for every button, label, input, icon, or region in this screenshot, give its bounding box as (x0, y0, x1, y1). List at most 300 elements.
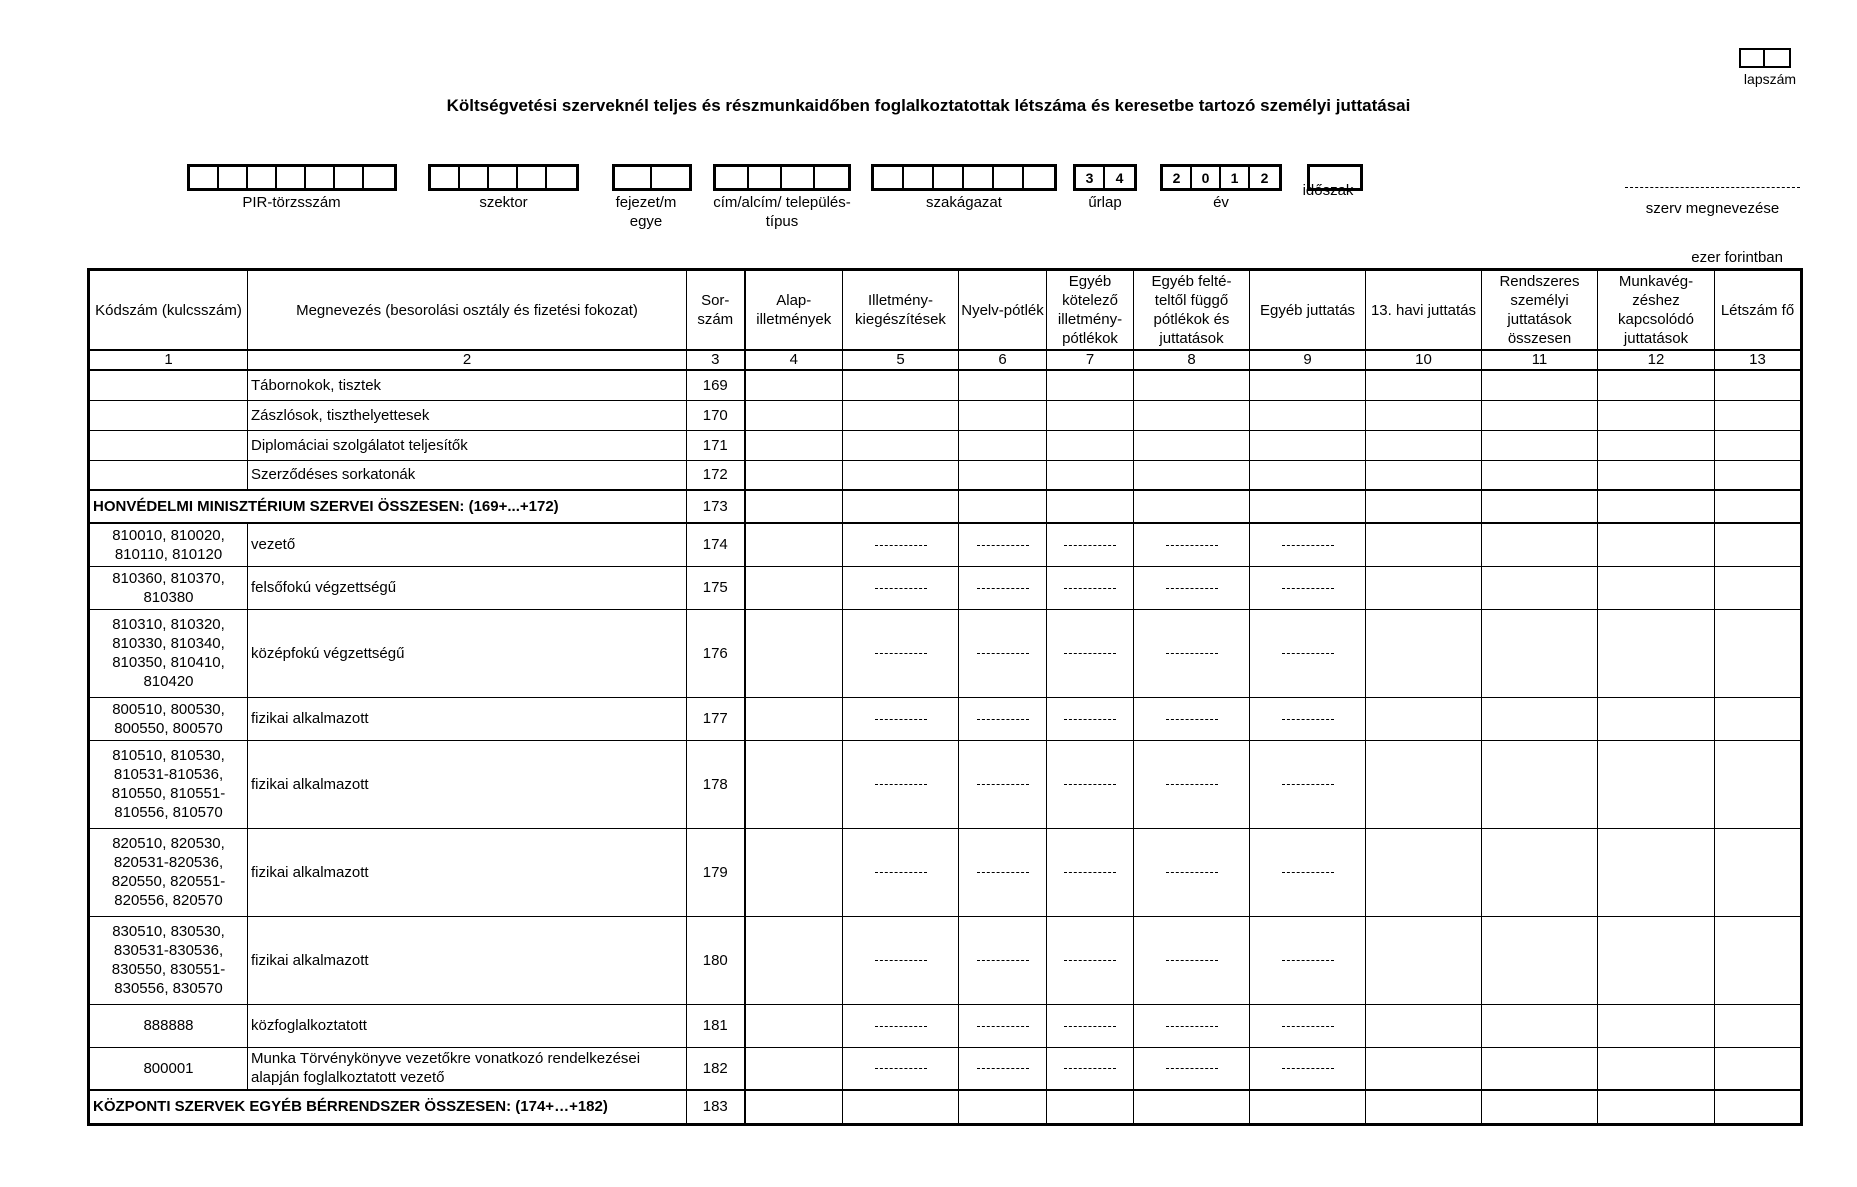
column-header: Egyéb felté-teltől függő pótlékok és juttatások (1134, 270, 1250, 351)
value-cell[interactable] (1598, 1090, 1715, 1124)
code-box-cell[interactable] (248, 167, 277, 188)
value-cell[interactable] (843, 370, 959, 400)
table-row (89, 828, 1802, 916)
value-cell[interactable] (1366, 1047, 1482, 1090)
form-title: Költségvetési szerveknél teljes és részmunkaidőben foglalkoztatottak létszáma és keresetbe tartozó személyi juttatásai (446, 96, 1411, 115)
name-cell: Szerződéses sorkatonák (248, 460, 687, 490)
value-cell[interactable] (959, 430, 1047, 460)
code-cell (89, 430, 248, 460)
value-cell[interactable] (1047, 460, 1134, 490)
header-row (89, 270, 1802, 351)
code-box-cell[interactable] (190, 167, 219, 188)
value-cell[interactable] (1134, 523, 1250, 566)
value-cell[interactable] (745, 460, 843, 490)
code-box-cell[interactable] (1024, 167, 1054, 188)
value-cell[interactable] (1598, 609, 1715, 697)
value-cell[interactable] (1047, 400, 1134, 430)
code-cell: 810510, 810530, 810531-810536, 810550, 810551-810556, 810570 (89, 740, 248, 828)
value-cell[interactable] (843, 430, 959, 460)
value-cell[interactable] (745, 916, 843, 1004)
value-cell[interactable] (1134, 1047, 1250, 1090)
seq-cell: 170 (687, 400, 745, 430)
value-cell[interactable] (1715, 430, 1802, 460)
dash-mark (1064, 1026, 1116, 1027)
column-header: Illetmény-kiegészítések (843, 270, 959, 351)
value-cell[interactable] (1134, 697, 1250, 740)
column-header: Létszám fő (1715, 270, 1802, 351)
value-cell[interactable] (843, 400, 959, 430)
value-cell[interactable] (959, 609, 1047, 697)
value-cell[interactable] (843, 1090, 959, 1124)
table-body (89, 370, 1802, 1124)
value-cell[interactable] (1134, 430, 1250, 460)
seq-cell: 169 (687, 370, 745, 400)
dash-mark (977, 653, 1029, 654)
column-header: Munkavég-zéshez kapcsolódó juttatások (1598, 270, 1715, 351)
code-cell: 810310, 810320, 810330, 810340, 810350, 810410, 810420 (89, 609, 248, 697)
value-cell[interactable] (1598, 1004, 1715, 1047)
value-cell[interactable] (843, 740, 959, 828)
value-cell[interactable] (1366, 609, 1482, 697)
code-cell (89, 400, 248, 430)
value-cell[interactable] (1134, 1004, 1250, 1047)
code-box-cell[interactable] (518, 167, 547, 188)
field-4 (871, 164, 1057, 212)
table-row (89, 430, 1802, 460)
total-label: KÖZPONTI SZERVEK EGYÉB BÉRRENDSZER ÖSSZESEN: (174+…+182) (89, 1090, 687, 1124)
total-row (89, 490, 1802, 523)
dash-mark (875, 1068, 927, 1069)
code-boxes[interactable] (1073, 164, 1137, 191)
value-cell[interactable] (1134, 566, 1250, 609)
dash-mark (875, 960, 927, 961)
value-cell[interactable] (959, 916, 1047, 1004)
value-cell[interactable] (745, 1090, 843, 1124)
value-cell[interactable] (745, 400, 843, 430)
value-cell[interactable] (843, 697, 959, 740)
value-cell[interactable] (745, 430, 843, 460)
value-cell[interactable] (843, 490, 959, 523)
value-cell[interactable] (1482, 400, 1598, 430)
value-cell[interactable] (1047, 430, 1134, 460)
value-cell[interactable] (1715, 400, 1802, 430)
value-cell[interactable] (843, 916, 959, 1004)
seq-cell: 179 (687, 828, 745, 916)
dash-mark (1166, 545, 1218, 546)
value-cell[interactable] (1047, 1047, 1134, 1090)
value-cell[interactable] (1715, 370, 1802, 400)
table-row (89, 460, 1802, 490)
value-cell[interactable] (1715, 697, 1802, 740)
value-cell[interactable] (1366, 916, 1482, 1004)
value-cell[interactable] (1047, 609, 1134, 697)
value-cell[interactable] (1598, 697, 1715, 740)
column-header: Egyéb kötelező illetmény-pótlékok (1047, 270, 1134, 351)
value-cell[interactable] (1482, 430, 1598, 460)
lapszam-cell[interactable] (1739, 48, 1765, 68)
value-cell[interactable] (843, 609, 959, 697)
value-cell[interactable] (843, 1047, 959, 1090)
value-cell[interactable] (959, 1047, 1047, 1090)
dash-mark (1064, 719, 1116, 720)
table-row (89, 370, 1802, 400)
seq-cell: 180 (687, 916, 745, 1004)
value-cell[interactable] (1715, 1004, 1802, 1047)
total-label: HONVÉDELMI MINISZTÉRIUM SZERVEI ÖSSZESEN: (169+...+172) (89, 490, 687, 523)
field-6 (1160, 164, 1282, 212)
code-box-cell[interactable]: 1 (1221, 167, 1250, 188)
value-cell[interactable] (1134, 370, 1250, 400)
value-cell[interactable] (1047, 1004, 1134, 1047)
value-cell[interactable] (745, 1047, 843, 1090)
column-header: Rendszeres személyi juttatások összesen (1482, 270, 1598, 351)
value-cell[interactable] (745, 1004, 843, 1047)
code-boxes[interactable] (871, 164, 1057, 191)
dash-mark (977, 784, 1029, 785)
column-header: Nyelv-pótlék (959, 270, 1047, 351)
name-cell: középfokú végzettségű (248, 609, 687, 697)
value-cell[interactable] (1250, 430, 1366, 460)
dash-mark (1282, 1068, 1334, 1069)
value-cell[interactable] (1134, 609, 1250, 697)
value-cell[interactable] (745, 523, 843, 566)
value-cell[interactable] (1598, 490, 1715, 523)
column-header: Kódszám (kulcsszám) (89, 270, 248, 351)
seq-cell: 183 (687, 1090, 745, 1124)
value-cell[interactable] (1482, 523, 1598, 566)
code-box-cell[interactable] (431, 167, 460, 188)
value-cell[interactable] (1715, 828, 1802, 916)
value-cell[interactable] (1598, 740, 1715, 828)
value-cell[interactable] (745, 490, 843, 523)
name-cell: vezető (248, 523, 687, 566)
dash-mark (977, 1026, 1029, 1027)
code-box-cell[interactable] (749, 167, 782, 188)
value-cell[interactable] (1134, 460, 1250, 490)
value-cell[interactable] (1250, 697, 1366, 740)
value-cell[interactable] (1366, 828, 1482, 916)
value-cell[interactable] (959, 400, 1047, 430)
value-cell[interactable] (1715, 609, 1802, 697)
field-5 (1073, 164, 1137, 212)
lapszam-boxes[interactable] (1739, 48, 1791, 68)
column-number: 4 (745, 350, 843, 370)
value-cell[interactable] (745, 697, 843, 740)
table-row (89, 609, 1802, 697)
code-box-cell[interactable] (335, 167, 364, 188)
dash-mark (1166, 872, 1218, 873)
value-cell[interactable] (1134, 916, 1250, 1004)
name-cell: Munka Törvénykönyve vezetőkre vonatkozó rendelkezései alapján foglalkoztatott vezető (248, 1047, 687, 1090)
value-cell[interactable] (1250, 916, 1366, 1004)
value-cell[interactable] (1134, 740, 1250, 828)
value-cell[interactable] (1598, 828, 1715, 916)
value-cell[interactable] (959, 1090, 1047, 1124)
value-cell[interactable] (1250, 740, 1366, 828)
value-cell[interactable] (1598, 370, 1715, 400)
dash-mark (1282, 588, 1334, 589)
value-cell[interactable] (1250, 828, 1366, 916)
value-cell[interactable] (1047, 490, 1134, 523)
value-cell[interactable] (1250, 490, 1366, 523)
field-1 (428, 164, 579, 212)
value-cell[interactable] (1715, 460, 1802, 490)
value-cell[interactable] (1047, 828, 1134, 916)
dash-mark (1064, 960, 1116, 961)
dash-mark (977, 719, 1029, 720)
code-boxes[interactable] (428, 164, 579, 191)
value-cell[interactable] (745, 566, 843, 609)
value-cell[interactable] (1598, 460, 1715, 490)
value-cell[interactable] (1047, 1090, 1134, 1124)
value-cell[interactable] (1482, 490, 1598, 523)
dash-mark (1282, 653, 1334, 654)
seq-cell: 174 (687, 523, 745, 566)
code-box-cell[interactable] (547, 167, 576, 188)
code-boxes[interactable] (612, 164, 692, 191)
value-cell[interactable] (959, 460, 1047, 490)
value-cell[interactable] (959, 740, 1047, 828)
code-box-cell[interactable] (934, 167, 964, 188)
value-cell[interactable] (1366, 566, 1482, 609)
column-header: Megnevezés (besorolási osztály és fizetési fokozat) (248, 270, 687, 351)
field-label: szakágazat (926, 194, 1002, 211)
code-box-cell[interactable]: 0 (1192, 167, 1221, 188)
field-7 (1302, 164, 1363, 200)
column-header: Egyéb juttatás (1250, 270, 1366, 351)
code-box-cell[interactable] (815, 167, 848, 188)
column-number-row (89, 350, 1802, 370)
column-number: 9 (1250, 350, 1366, 370)
code-cell: 800510, 800530, 800550, 800570 (89, 697, 248, 740)
dash-mark (1166, 1068, 1218, 1069)
code-box-cell[interactable] (964, 167, 994, 188)
value-cell[interactable] (1715, 740, 1802, 828)
value-cell[interactable] (1250, 400, 1366, 430)
value-cell[interactable] (1047, 370, 1134, 400)
dash-mark (977, 960, 1029, 961)
dash-mark (977, 872, 1029, 873)
dash-mark (1064, 545, 1116, 546)
table-row (89, 566, 1802, 609)
column-number: 1 (89, 350, 248, 370)
code-cell: 810360, 810370, 810380 (89, 566, 248, 609)
field-label: év (1213, 194, 1229, 211)
value-cell[interactable] (843, 1004, 959, 1047)
code-box-cell[interactable] (782, 167, 815, 188)
column-header: Sor-szám (687, 270, 745, 351)
code-box-cell[interactable] (460, 167, 489, 188)
value-cell[interactable] (959, 697, 1047, 740)
code-box-cell[interactable]: 4 (1115, 169, 1124, 186)
seq-cell: 178 (687, 740, 745, 828)
code-box-cell[interactable] (364, 167, 393, 188)
value-cell[interactable] (1250, 1090, 1366, 1124)
value-cell[interactable] (1715, 1047, 1802, 1090)
value-cell[interactable] (1366, 523, 1482, 566)
value-cell[interactable] (1366, 370, 1482, 400)
code-boxes[interactable] (713, 164, 851, 191)
value-cell[interactable] (1366, 460, 1482, 490)
dash-mark (1166, 1026, 1218, 1027)
name-cell: fizikai alkalmazott (248, 697, 687, 740)
value-cell[interactable] (1250, 523, 1366, 566)
lapszam-cell[interactable] (1765, 48, 1791, 68)
value-cell[interactable] (1598, 566, 1715, 609)
code-boxes[interactable] (187, 164, 397, 191)
column-number: 5 (843, 350, 959, 370)
value-cell[interactable] (1482, 370, 1598, 400)
code-box-cell[interactable] (615, 167, 652, 188)
value-cell[interactable] (843, 566, 959, 609)
value-cell[interactable] (1715, 566, 1802, 609)
unit-label: ezer forintban (1691, 249, 1783, 266)
table-row (89, 697, 1802, 740)
field-label: PIR-törzsszám (242, 194, 341, 211)
value-cell[interactable] (1482, 828, 1598, 916)
value-cell[interactable] (1134, 490, 1250, 523)
value-cell[interactable] (1715, 916, 1802, 1004)
dash-mark (1282, 1026, 1334, 1027)
value-cell[interactable] (843, 523, 959, 566)
seq-cell: 177 (687, 697, 745, 740)
value-cell[interactable] (1598, 916, 1715, 1004)
name-cell: közfoglalkoztatott (248, 1004, 687, 1047)
value-cell[interactable] (745, 370, 843, 400)
value-cell[interactable] (843, 828, 959, 916)
code-box-cell[interactable]: 3 (1076, 167, 1105, 188)
value-cell[interactable] (959, 523, 1047, 566)
szerv-label: szerv megnevezése (1645, 200, 1780, 217)
value-cell[interactable] (1366, 430, 1482, 460)
code-box-cell[interactable] (489, 167, 518, 188)
dash-mark (875, 545, 927, 546)
code-boxes[interactable] (1160, 164, 1282, 191)
seq-cell: 175 (687, 566, 745, 609)
value-cell[interactable] (1250, 460, 1366, 490)
code-box-cell[interactable]: 2 (1163, 167, 1192, 188)
value-cell[interactable] (1366, 400, 1482, 430)
code-box-cell[interactable] (904, 167, 934, 188)
dash-mark (1166, 653, 1218, 654)
seq-cell: 171 (687, 430, 745, 460)
table-row (89, 400, 1802, 430)
code-box-cell[interactable] (994, 167, 1024, 188)
value-cell[interactable] (1482, 697, 1598, 740)
dash-mark (1282, 545, 1334, 546)
value-cell[interactable] (1047, 916, 1134, 1004)
dash-mark (1166, 784, 1218, 785)
seq-cell: 173 (687, 490, 745, 523)
dash-mark (1282, 784, 1334, 785)
dash-mark (875, 872, 927, 873)
value-cell[interactable] (1482, 1090, 1598, 1124)
value-cell[interactable] (959, 566, 1047, 609)
value-cell[interactable] (1482, 1047, 1598, 1090)
value-cell[interactable] (959, 490, 1047, 523)
value-cell[interactable] (745, 609, 843, 697)
code-box-cell[interactable] (652, 167, 689, 188)
value-cell[interactable] (1250, 609, 1366, 697)
value-cell[interactable] (1047, 697, 1134, 740)
value-cell[interactable] (1715, 1090, 1802, 1124)
column-number: 11 (1482, 350, 1598, 370)
value-cell[interactable] (959, 828, 1047, 916)
code-cell: 810010, 810020, 810110, 810120 (89, 523, 248, 566)
value-cell[interactable] (843, 460, 959, 490)
value-cell[interactable] (1366, 740, 1482, 828)
dash-mark (1282, 960, 1334, 961)
code-box-cell[interactable] (874, 167, 904, 188)
value-cell[interactable] (745, 740, 843, 828)
value-cell[interactable] (1250, 1047, 1366, 1090)
field-3 (713, 164, 851, 231)
dash-mark (875, 653, 927, 654)
value-cell[interactable] (1366, 490, 1482, 523)
value-cell[interactable] (1482, 740, 1598, 828)
dash-mark (977, 545, 1029, 546)
dash-mark (1282, 872, 1334, 873)
name-cell: felsőfokú végzettségű (248, 566, 687, 609)
code-box-cell[interactable]: 2 (1260, 169, 1269, 186)
value-cell[interactable] (1715, 490, 1802, 523)
value-cell[interactable] (1134, 400, 1250, 430)
value-cell[interactable] (1482, 566, 1598, 609)
value-cell[interactable] (1366, 1090, 1482, 1124)
dash-mark (1166, 719, 1218, 720)
name-cell: Diplomáciai szolgálatot teljesítők (248, 430, 687, 460)
code-cell: 820510, 820530, 820531-820536, 820550, 820551-820556, 820570 (89, 828, 248, 916)
value-cell[interactable] (1482, 1004, 1598, 1047)
szerv-name-line[interactable] (1625, 187, 1800, 188)
value-cell[interactable] (1598, 430, 1715, 460)
value-cell[interactable] (1250, 566, 1366, 609)
code-box-cell[interactable] (277, 167, 306, 188)
value-cell[interactable] (959, 370, 1047, 400)
value-cell[interactable] (1715, 523, 1802, 566)
value-cell[interactable] (1047, 523, 1134, 566)
value-cell[interactable] (1250, 1004, 1366, 1047)
code-box-cell[interactable] (219, 167, 248, 188)
value-cell[interactable] (745, 828, 843, 916)
value-cell[interactable] (1482, 460, 1598, 490)
data-table (87, 268, 1803, 1126)
value-cell[interactable] (1366, 1004, 1482, 1047)
name-cell: Zászlósok, tiszthelyettesek (248, 400, 687, 430)
column-number: 3 (687, 350, 745, 370)
value-cell[interactable] (1598, 1047, 1715, 1090)
value-cell[interactable] (1598, 523, 1715, 566)
column-number: 2 (248, 350, 687, 370)
value-cell[interactable] (1250, 370, 1366, 400)
value-cell[interactable] (1047, 566, 1134, 609)
dash-mark (875, 1026, 927, 1027)
value-cell[interactable] (1482, 916, 1598, 1004)
value-cell[interactable] (1134, 828, 1250, 916)
value-cell[interactable] (959, 1004, 1047, 1047)
value-cell[interactable] (1482, 609, 1598, 697)
value-cell[interactable] (1366, 697, 1482, 740)
value-cell[interactable] (1047, 740, 1134, 828)
table-row (89, 1047, 1802, 1090)
value-cell[interactable] (1598, 400, 1715, 430)
column-header: Alap-illetmények (745, 270, 843, 351)
field-label: időszak (1302, 182, 1354, 199)
code-cell: 800001 (89, 1047, 248, 1090)
value-cell[interactable] (1134, 1090, 1250, 1124)
code-box-cell[interactable] (306, 167, 335, 188)
code-box-cell[interactable] (716, 167, 749, 188)
